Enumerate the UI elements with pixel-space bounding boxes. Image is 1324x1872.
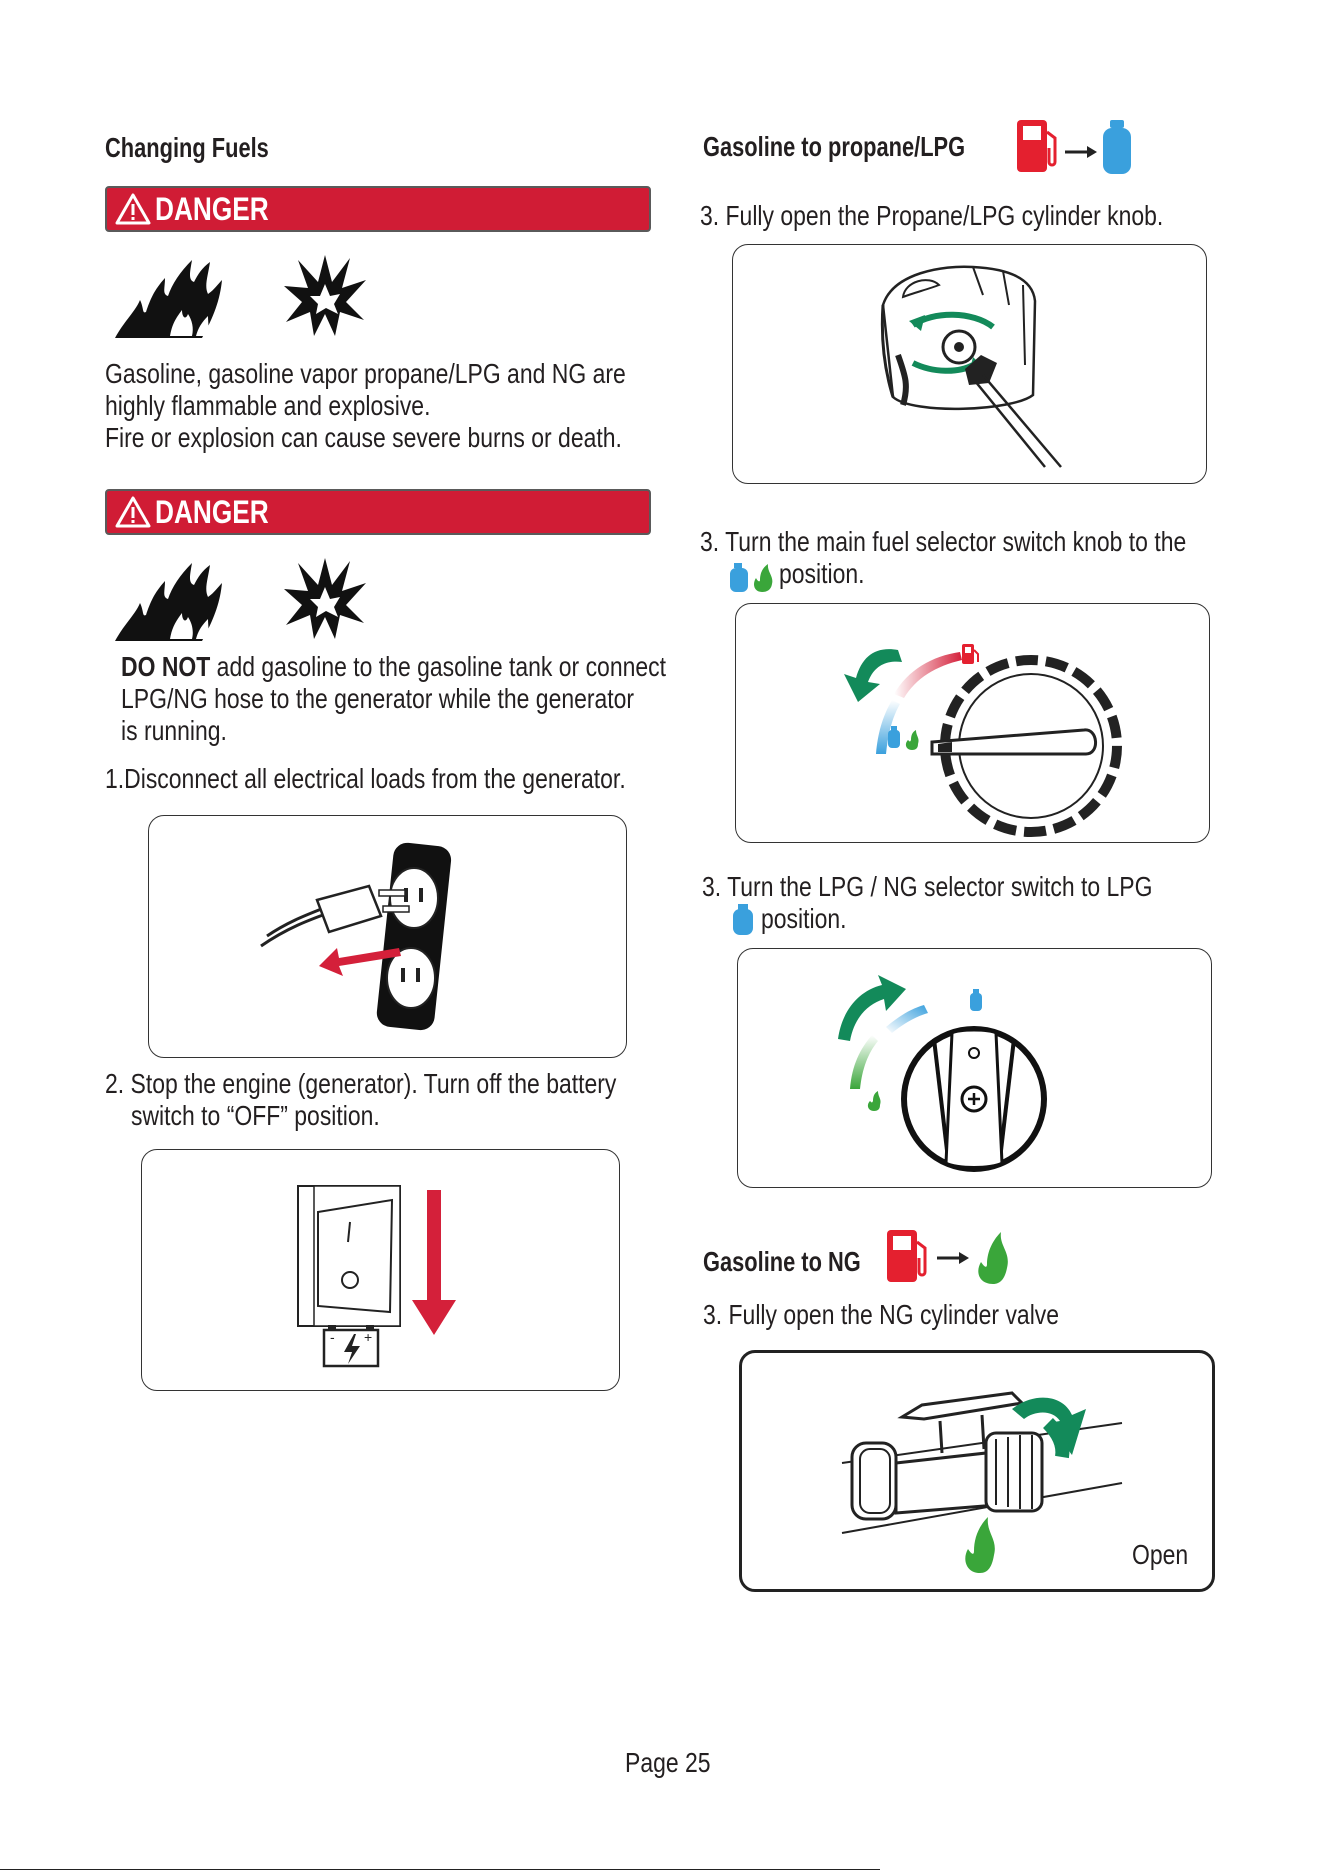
illustration-battery-switch [141, 1149, 620, 1391]
selector-line-1: 3. Turn the main fuel selector switch knob to the [700, 526, 1187, 557]
battery-icon [324, 1325, 378, 1366]
danger-label-1: DANGER [155, 191, 269, 227]
fuel-selector-illustration [736, 604, 1209, 842]
ng-flame-icon [965, 1517, 995, 1573]
bottom-rule [0, 1869, 880, 1870]
lpg-cylinder-icon [730, 903, 756, 937]
explosion-icon [280, 553, 370, 643]
illustration-fuel-selector [735, 603, 1210, 843]
lpg-cylinder-icon [730, 563, 748, 592]
plug-outlet-illustration [149, 816, 626, 1057]
flame-icon [110, 553, 230, 643]
ng-flame-icon [978, 1232, 1008, 1284]
gas-pump-icon [1017, 120, 1055, 172]
ng-flame-icon [906, 730, 919, 750]
lpg-cylinder-icon [970, 989, 982, 1011]
open-label: Open [1132, 1539, 1189, 1570]
illustration-ng-valve [739, 1350, 1215, 1592]
danger2-line-2: LPG/NG hose to the generator while the generator [121, 683, 635, 714]
gas-pump-icon [962, 644, 978, 664]
arrow-down-icon [412, 1190, 456, 1335]
illustration-lpg-knob [732, 244, 1207, 484]
svg-text:+: + [364, 1329, 373, 1345]
lpg-ng-inline-icon [728, 562, 778, 594]
gasoline-to-ng-icons [885, 1228, 1015, 1286]
danger1-line-3: Fire or explosion can cause severe burns or death. [105, 422, 622, 453]
lpg-ng-selector-illustration [738, 949, 1211, 1187]
flame-icon [110, 250, 230, 340]
step1-text: 1.Disconnect all electrical loads from the generator. [105, 763, 626, 794]
danger1-line-1: Gasoline, gasoline vapor propane/LPG and NG are [105, 358, 626, 389]
selector-line-2: position. [779, 558, 865, 589]
danger2-line-1: DO NOT add gasoline to the gasoline tank or connect [121, 651, 666, 682]
arrow-curved-icon [844, 649, 902, 702]
danger-banner-2 [105, 489, 651, 535]
step2-line-2: switch to “OFF” position. [131, 1100, 380, 1131]
arrow-curved-icon [838, 975, 906, 1041]
ng-step-text: 3. Fully open the NG cylinder valve [703, 1299, 1060, 1330]
svg-text:-: - [330, 1329, 335, 1345]
gasoline-to-lpg-icons [1015, 118, 1135, 178]
illustration-lpg-ng-selector [737, 948, 1212, 1188]
warning-triangle-icon [115, 496, 151, 528]
section-title-gasoline-to-ng: Gasoline to NG [703, 1246, 861, 1277]
lpg-cylinder-icon [1103, 120, 1131, 174]
cylinder-knob-illustration [733, 245, 1206, 483]
lpgng-line-1: 3. Turn the LPG / NG selector switch to LPG [702, 871, 1153, 902]
page-number: Page 25 [625, 1747, 711, 1778]
section-title-changing-fuels: Changing Fuels [105, 132, 269, 163]
lpg-step-open-text: 3. Fully open the Propane/LPG cylinder knob. [700, 200, 1164, 231]
ng-flame-icon [868, 1091, 881, 1111]
warning-triangle-icon [115, 193, 151, 225]
danger-banner-1 [105, 186, 651, 232]
arrow-right-icon [1065, 146, 1097, 158]
ng-flame-icon [754, 564, 772, 592]
explosion-icon [280, 250, 370, 340]
danger-label-2: DANGER [155, 494, 269, 530]
lpgng-line-2: position. [761, 903, 847, 934]
danger2-line-3: is running. [121, 715, 227, 746]
arrow-right-icon [937, 1252, 969, 1264]
gas-pump-icon [887, 1230, 925, 1282]
switch-illustration [142, 1150, 619, 1390]
step2-line-1: 2. Stop the engine (generator). Turn off the battery [105, 1068, 617, 1099]
illustration-unplug [148, 815, 627, 1058]
danger1-line-2: highly flammable and explosive. [105, 390, 431, 421]
section-title-gasoline-to-lpg: Gasoline to propane/LPG [703, 131, 966, 162]
